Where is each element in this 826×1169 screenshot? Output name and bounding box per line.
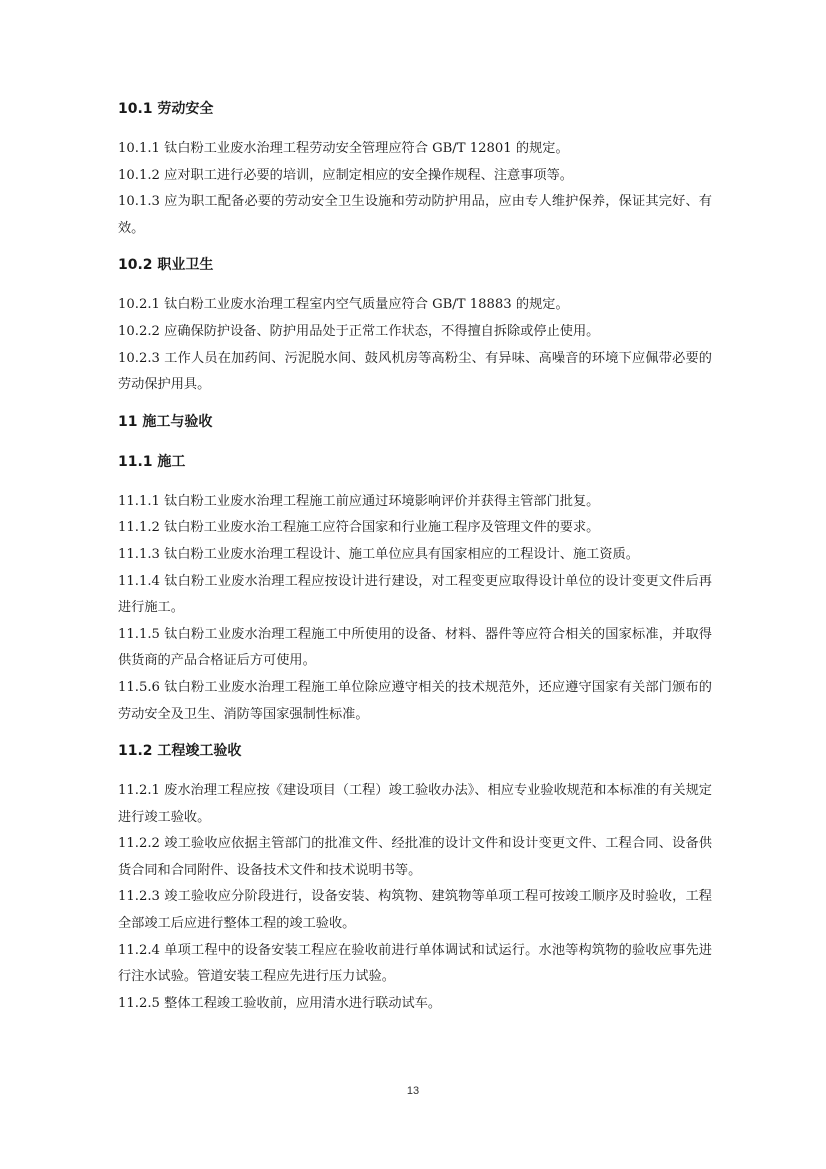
paragraph-11-1-4: 11.1.4 钛白粉工业废水治理工程应按设计进行建设，对工程变更应取得设计单位的设计变更文件后再进行施工。 (118, 573, 712, 616)
paragraph-10-1-3: 10.1.3 应为职工配备必要的劳动安全卫生设施和劳动防护用品，应由专人维护保养，保证其完好、有效。 (118, 194, 712, 236)
page-number: 13 (406, 1085, 420, 1097)
paragraph-10-2-2: 10.2.2 应确保防护设备、防护用品处于正常工作状态，不得擅自拆除或停止使用。 (118, 323, 600, 339)
paragraph-11-1-3: 11.1.3 钛白粉工业废水治理工程设计、施工单位应具有国家相应的工程设计、施工资质。 (118, 546, 639, 562)
document-body (118, 96, 712, 1017)
section-heading-11-1: 11.1 施工 (118, 453, 186, 470)
paragraph-10-1-2: 10.1.2 应对职工进行必要的培训，应制定相应的安全操作规程、注意事项等。 (118, 167, 573, 183)
paragraph-11-1-1: 11.1.1 钛白粉工业废水治理工程施工前应通过环境影响评价并获得主管部门批复。 (118, 493, 600, 509)
section-heading-10-2: 10.2 职业卫生 (118, 257, 214, 274)
paragraph-11-2-1: 11.2.1 废水治理工程应按《建设项目（工程）竣工验收办法》、相应专业验收规范和本标准的有关规定进行竣工验收。 (118, 783, 712, 825)
section-heading-10-1: 10.1 劳动安全 (118, 101, 214, 117)
paragraph-10-2-3: 10.2.3 工作人员在加药间、污泥脱水间、鼓风机房等高粉尘、有异味、高噪音的环境下应佩带必要的劳动保护用具。 (118, 350, 712, 393)
paragraph-11-1-5: 11.1.5 钛白粉工业废水治理工程施工中所使用的设备、材料、器件等应符合相关的国家标准，并取得供货商的产品合格证后方可使用。 (118, 626, 712, 669)
section-heading-11-2: 11.2 工程竣工验收 (118, 743, 242, 760)
paragraph-11-2-3: 11.2.3 竣工验收应分阶段进行，设备安装、构筑物、建筑物等单项工程可按竣工顺序及时验收，工程全部竣工后应进行整体工程的竣工验收。 (118, 889, 712, 932)
paragraph-11-2-2: 11.2.2 竣工验收应依据主管部门的批准文件、经批准的设计文件和设计变更文件、工程合同、设备供货合同和合同附件、设备技术文件和技术说明书等。 (118, 836, 712, 878)
chapter-heading-11: 11 施工与验收 (118, 413, 213, 430)
paragraph-10-1-1: 10.1.1 钛白粉工业废水治理工程劳动安全管理应符合 GB/T 12801 的规定。 (118, 141, 569, 156)
paragraph-10-2-1: 10.2.1 钛白粉工业废水治理工程室内空气质量应符合 GB/T 18883 的规定。 (118, 297, 569, 313)
paragraph-11-2-4: 11.2.4 单项工程中的设备安装工程应在验收前进行单体调试和试运行。水池等构筑物的验收应事先进行注水试验。管道安装工程应先进行压力试验。 (118, 942, 712, 985)
paragraph-11-5-6: 11.5.6 钛白粉工业废水治理工程施工单位除应遵守相关的技术规范外，还应遵守国家有关部门颁布的劳动安全及卫生、消防等国家强制性标准。 (118, 679, 712, 722)
paragraph-11-1-2: 11.1.2 钛白粉工业废水治工程施工应符合国家和行业施工程序及管理文件的要求。 (118, 520, 600, 536)
paragraph-11-2-5: 11.2.5 整体工程竣工验收前，应用清水进行联动试车。 (118, 995, 442, 1011)
